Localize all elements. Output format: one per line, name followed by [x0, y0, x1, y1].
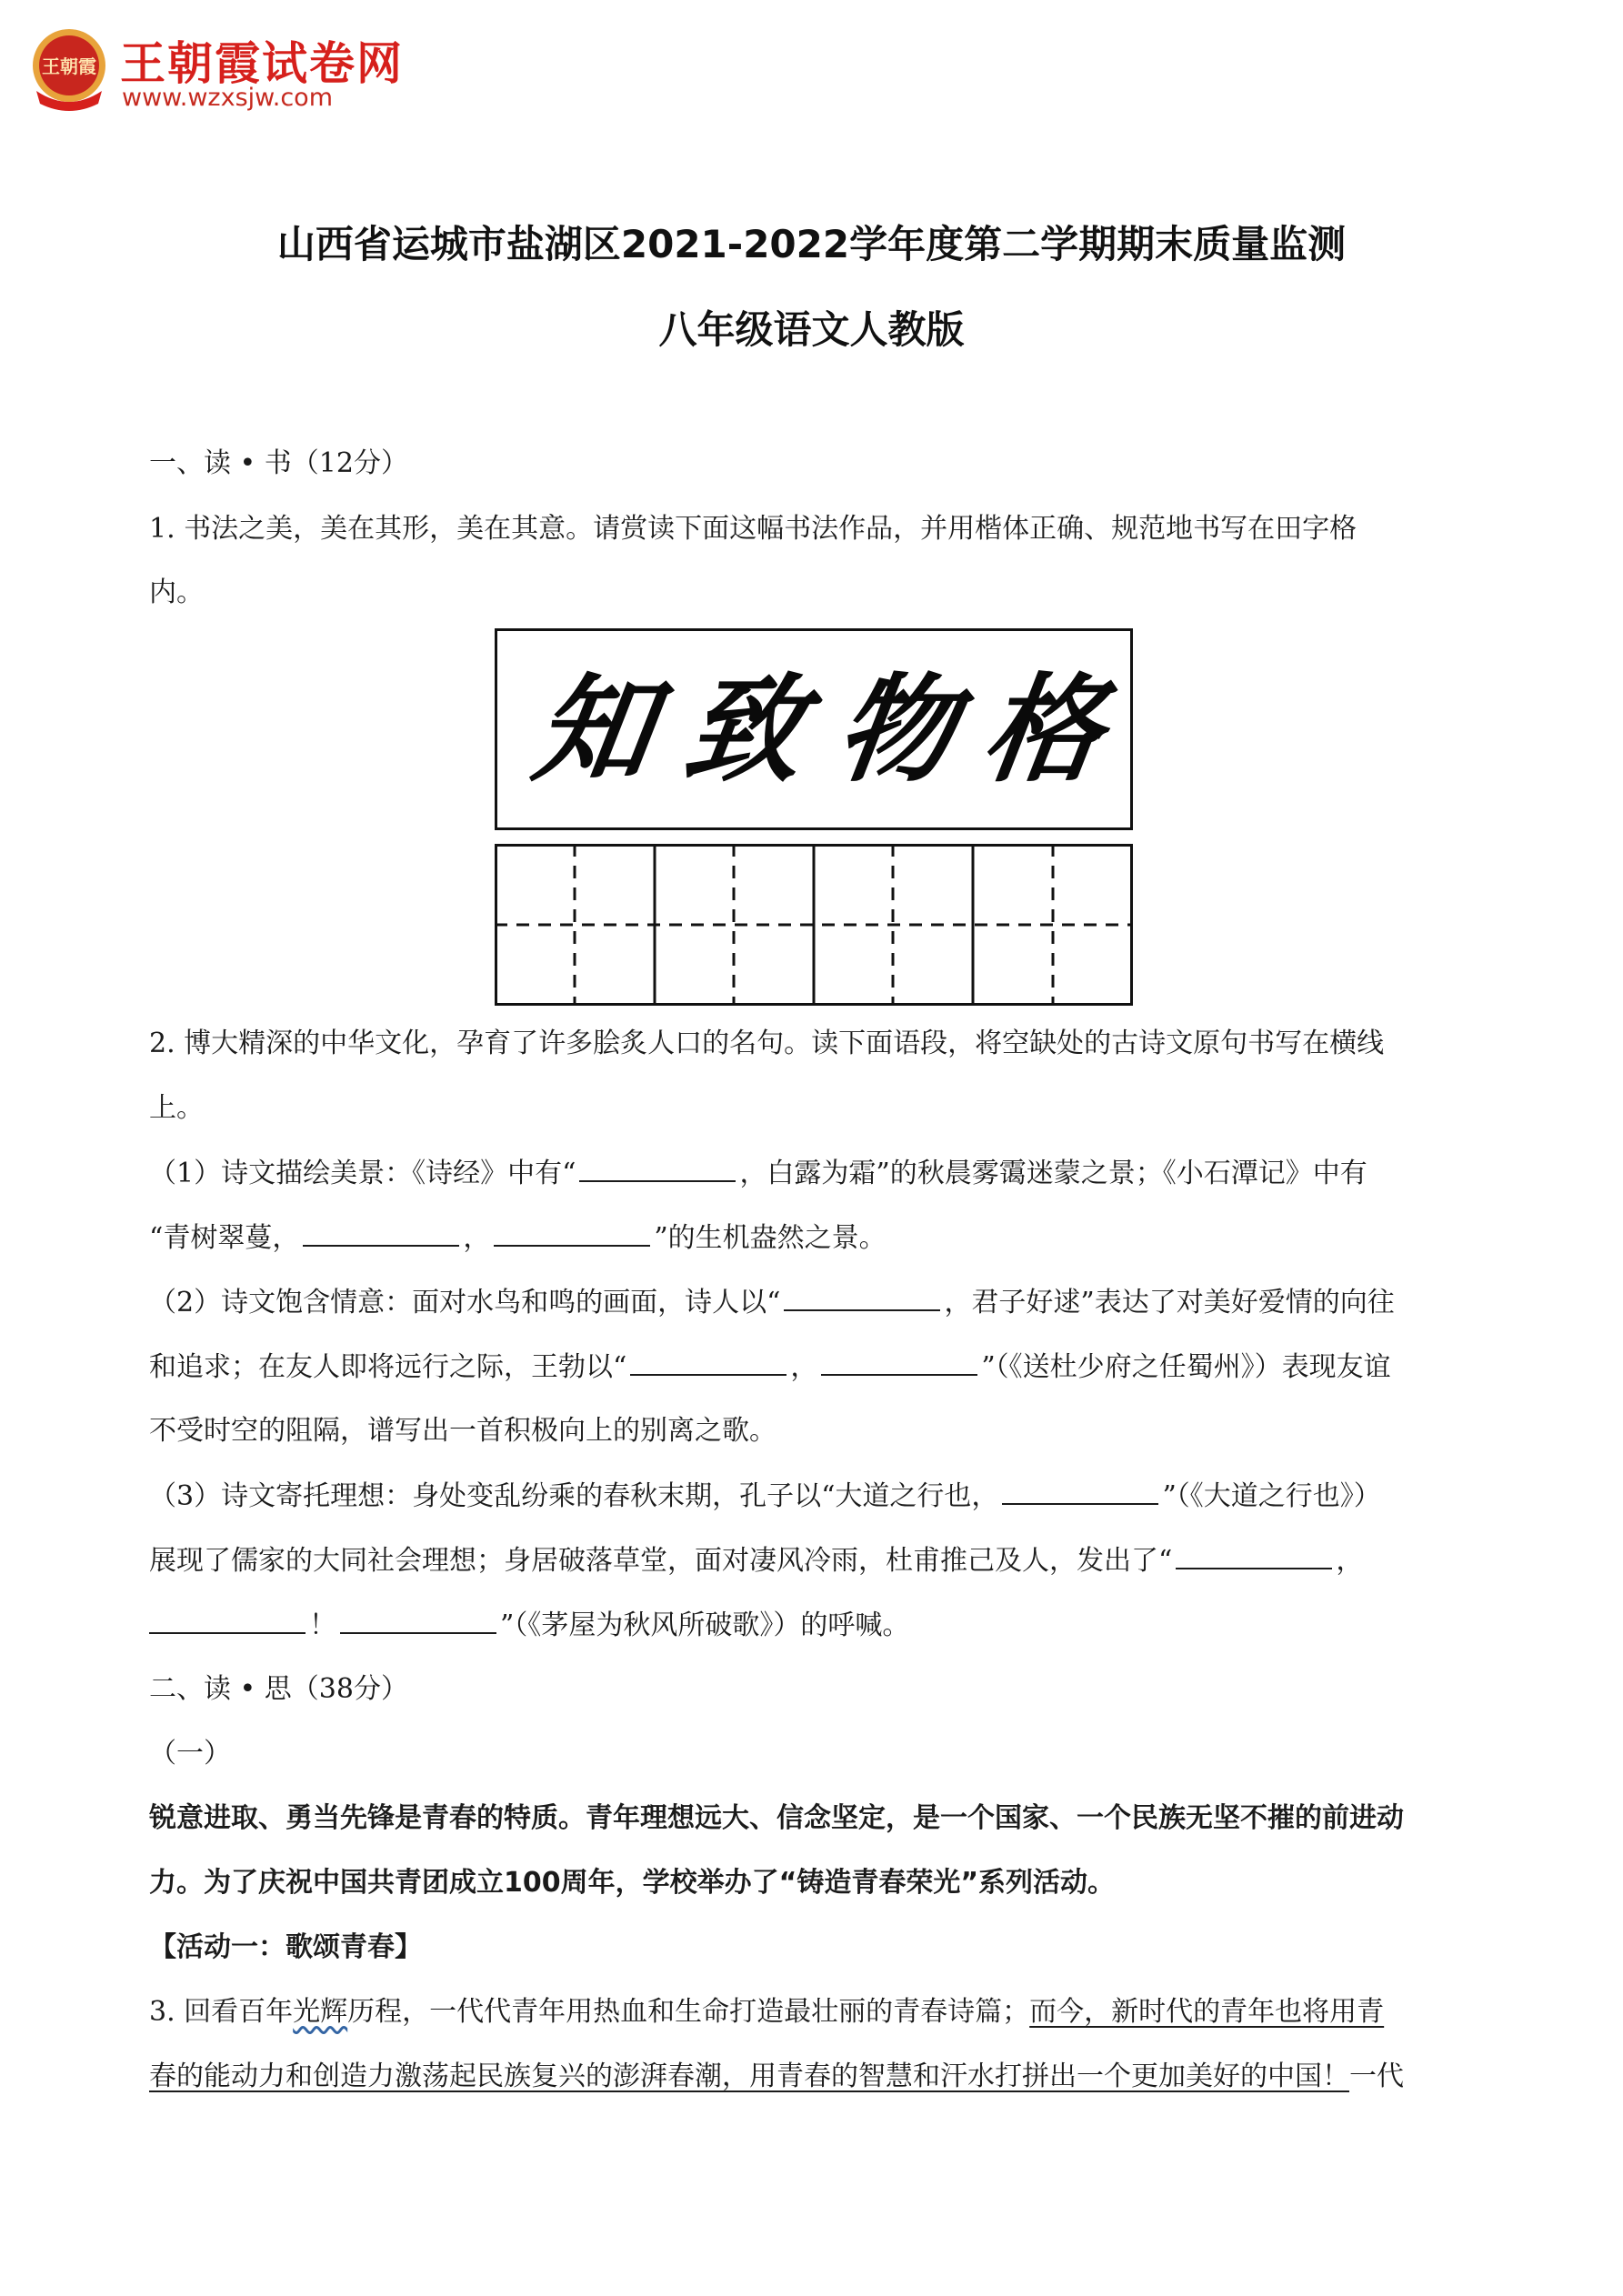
text: ”（《大道之行也》） — [1162, 1480, 1381, 1512]
logo-name: 王朝霞试卷网 — [120, 37, 404, 90]
text: ”的生机盎然之景。 — [654, 1222, 887, 1254]
calligraphy-char-4: 格 — [975, 662, 1111, 798]
q1-line2: 内。 — [149, 577, 204, 608]
answer-blank[interactable] — [494, 1219, 650, 1247]
q1-line1: 1. 书法之美，美在其形，美在其意。请赏读下面这幅书法作品，并用楷体正确、规范地书写在田字格 — [149, 513, 1358, 545]
text: （3）诗文寄托理想：身处变乱纷乘的春秋末期，孔子以“大道之行也， — [149, 1480, 999, 1512]
section1-heading: 一、读 • 书（12分） — [149, 447, 408, 479]
q3-line2 — [149, 2059, 1404, 2095]
q2-part2-line2 — [149, 1349, 1391, 1386]
answer-blank[interactable] — [340, 1607, 496, 1634]
q2-part3-line2 — [149, 1542, 1363, 1579]
calligraphy-artwork — [495, 628, 1133, 830]
text: 3. 回看百年 — [149, 1996, 294, 2028]
answer-blank[interactable] — [630, 1349, 786, 1376]
q2-part2-line3: 不受时空的阻隔，谱写出一首积极向上的别离之歌。 — [149, 1415, 776, 1447]
text: 和追求；在友人即将远行之际，王勃以“ — [149, 1351, 627, 1383]
text: ”（《送杜少府之任蜀州》）表现友谊 — [981, 1351, 1391, 1383]
calligraphy-char-3: 物 — [827, 662, 964, 798]
section2-sub: （一） — [149, 1738, 231, 1770]
activity1-heading: 【活动一：歌颂青春】 — [149, 1931, 422, 1963]
text: ， — [463, 1222, 491, 1254]
section2-heading: 二、读 • 思（38分） — [149, 1673, 408, 1705]
intro-line1: 锐意进取、勇当先锋是青春的特质。青年理想远大、信念坚定，是一个国家、一个民族无坚不摧的前进动 — [149, 1802, 1404, 1834]
underlined-text: 春的能动力和创造力激荡起民族复兴的澎湃春潮，用青春的智慧和汗水打拼出一个更加美好的中国！ — [149, 2060, 1349, 2092]
calligraphy-char-2: 致 — [676, 662, 813, 798]
exam-subtitle: 八年级语文人教版 — [658, 307, 965, 352]
q2-part2-line1 — [149, 1284, 1395, 1321]
answer-blank[interactable] — [579, 1155, 736, 1182]
logo-badge-text: 王朝霞 — [42, 55, 96, 77]
text: ，白露为霜”的秋晨雾霭迷蒙之景；《小石潭记》中有 — [739, 1158, 1368, 1189]
q3-line1 — [149, 1994, 1384, 2030]
text: ，君子好逑”表达了对美好爱情的向往 — [944, 1287, 1395, 1318]
q2-part3-line3 — [149, 1607, 909, 1644]
answer-blank[interactable] — [1002, 1478, 1158, 1505]
text: ， — [1336, 1545, 1364, 1577]
logo-url[interactable]: www.wzxsjw.com — [122, 84, 334, 112]
text: ， — [790, 1351, 818, 1383]
text: ！ — [309, 1609, 336, 1641]
wavy-underlined-word: 光辉 — [293, 1996, 348, 2028]
tianzige-grid[interactable] — [495, 844, 1133, 1006]
site-logo[interactable] — [25, 20, 407, 120]
underlined-text: 而今，新时代的青年也将用青 — [1029, 1996, 1385, 2028]
q2-line1: 2. 博大精深的中华文化，孕育了许多脍炙人口的名句。读下面语段，将空缺处的古诗文原句书写在横线 — [149, 1028, 1385, 1059]
exam-title: 山西省运城市盐湖区2021-2022学年度第二学期期末质量监测 — [276, 222, 1347, 266]
intro-line2: 力。为了庆祝中国共青团成立100周年，学校举办了“铸造青春荣光”系列活动。 — [149, 1867, 1116, 1899]
answer-blank[interactable] — [821, 1349, 977, 1376]
text: ”（《茅屋为秋风所破歌》）的呼喊。 — [500, 1609, 910, 1641]
q2-part3-line1 — [149, 1478, 1381, 1515]
answer-blank[interactable] — [1176, 1542, 1332, 1569]
q2-part1-line1 — [149, 1155, 1368, 1192]
answer-blank[interactable] — [303, 1219, 459, 1247]
text: “青树翠蔓， — [149, 1222, 300, 1254]
text: 一代 — [1349, 2060, 1404, 2092]
text: （2）诗文饱含情意：面对水鸟和鸣的画面，诗人以“ — [149, 1287, 781, 1318]
text: （1）诗文描绘美景：《诗经》中有“ — [149, 1158, 576, 1189]
answer-blank[interactable] — [149, 1607, 306, 1634]
q2-line2: 上。 — [149, 1092, 204, 1124]
text: 展现了儒家的大同社会理想；身居破落草堂，面对凄风冷雨，杜甫推己及人，发出了“ — [149, 1545, 1173, 1577]
answer-blank[interactable] — [784, 1284, 940, 1311]
logo-badge-icon — [25, 24, 113, 115]
q2-part1-line2 — [149, 1219, 887, 1257]
calligraphy-char-1: 知 — [526, 662, 662, 798]
text: 历程，一代代青年用热血和生命打造最壮丽的青春诗篇； — [347, 1996, 1030, 2028]
